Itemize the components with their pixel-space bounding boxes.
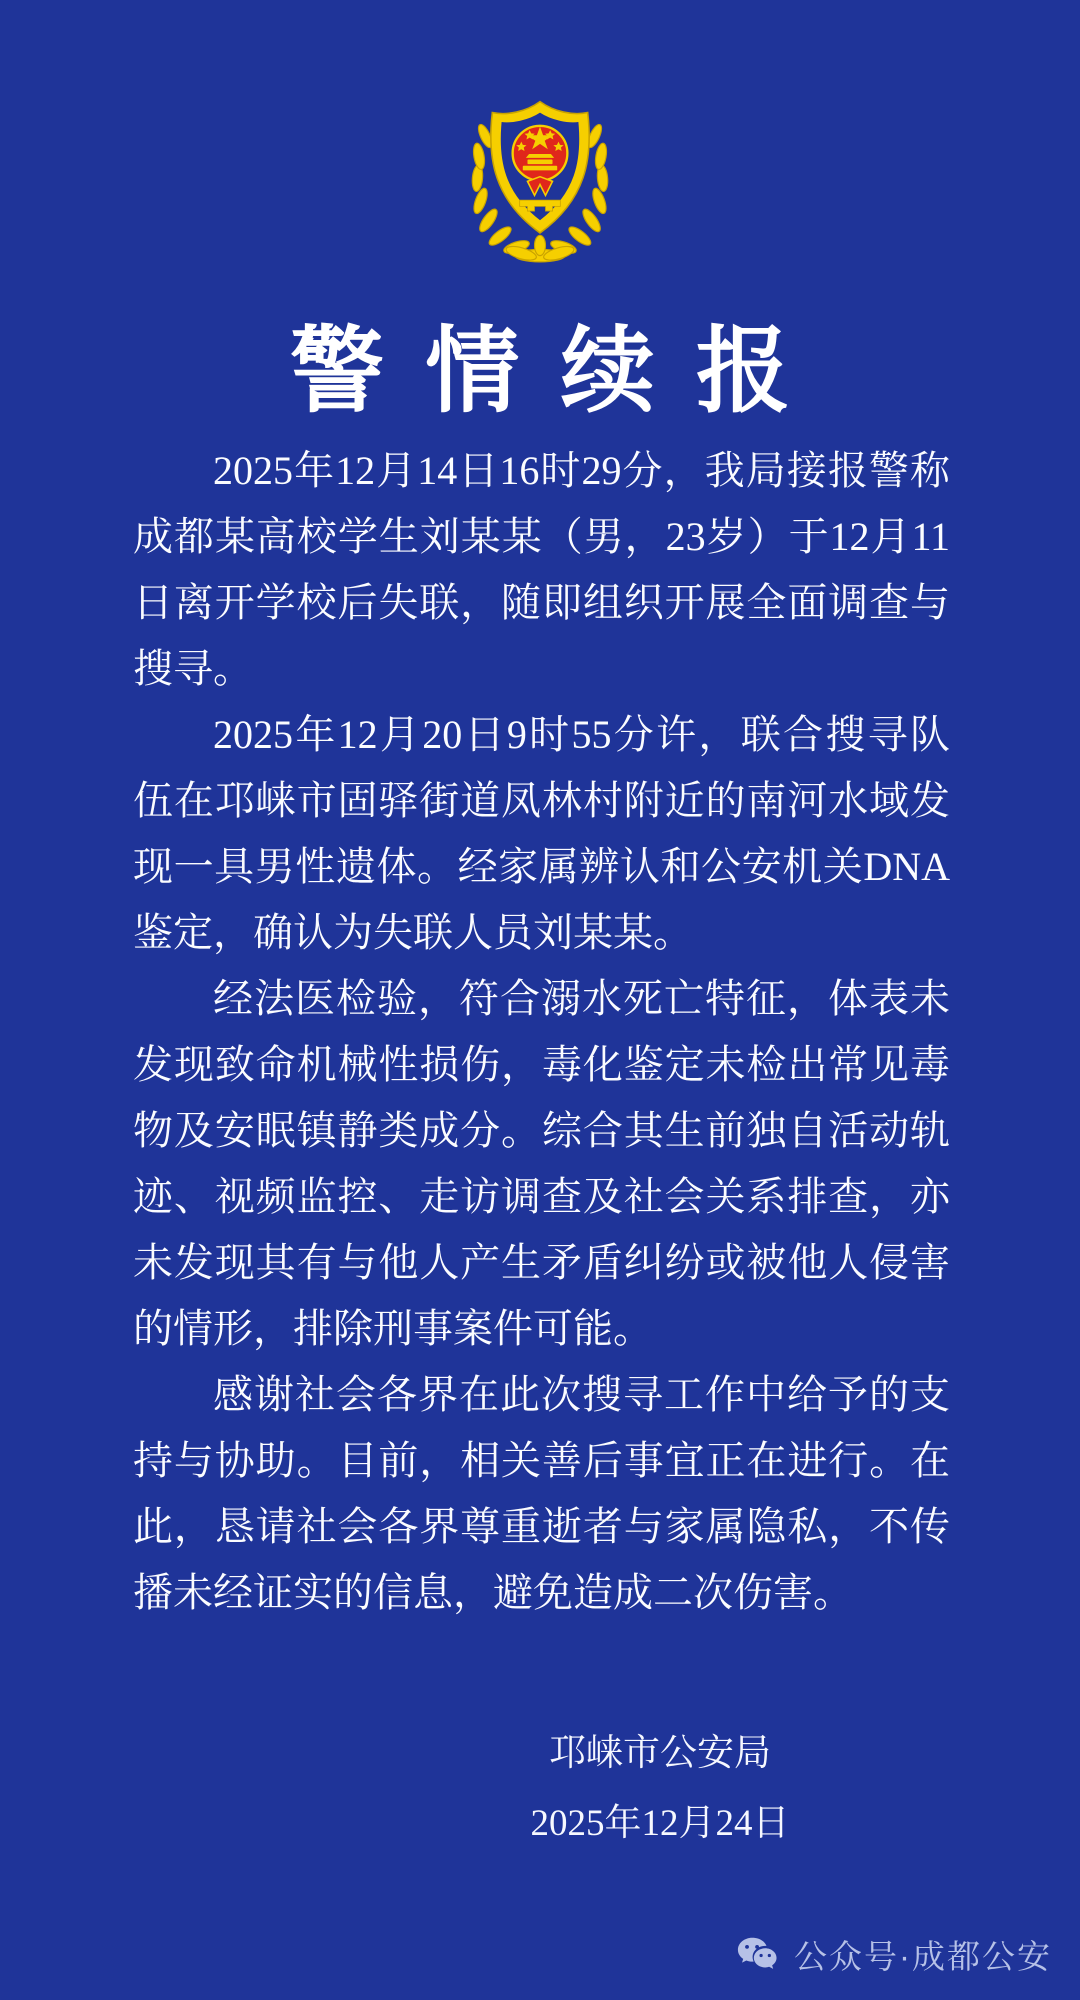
notice-title: 警情续报: [289, 320, 832, 424]
wechat-icon: [736, 1935, 782, 1975]
issue-date: 2025年12月24日: [530, 1803, 790, 1844]
police-badge-icon: [454, 88, 626, 270]
issuing-agency: 邛崃市公安局: [549, 1733, 771, 1774]
notice-paragraph-3: 经法医检验，符合溺水死亡特征，体表未发现致命机械性损伤，毒化鉴定未检出常见毒物及安眠镇静类成分。综合其生前独自活动轨迹、视频监控、走访调查及社会关系排查，亦未发现其有与他人产生矛盾纠纷或被他人侵害的情形，排除刑事案件可能。: [133, 976, 950, 1351]
notice-paragraph-4: 感谢社会各界在此次搜寻工作中给予的支持与协助。目前，相关善后事宜正在进行。在此，恳请社会各界尊重逝者与家属隐私，不传播未经证实的信息，避免造成二次伤害。: [133, 1372, 950, 1615]
notice-paragraph-1: 2025年12月14日16时29分，我局接报警称成都某高校学生刘某某（男，23岁）于12月11日离开学校后失联，随即组织开展全面调查与搜寻。: [133, 448, 950, 691]
wechat-account-label: 公众号·成都公安: [794, 1938, 1052, 1975]
wechat-account-watermark: [736, 1931, 1052, 1978]
notice-body: [133, 438, 950, 1626]
notice-paragraph-2: 2025年12月20日9时55分许，联合搜寻队伍在邛崃市固驿街道凤林村附近的南河水域发现一具男性遗体。经家属辨认和公安机关DNA鉴定，确认为失联人员刘某某。: [133, 712, 950, 955]
